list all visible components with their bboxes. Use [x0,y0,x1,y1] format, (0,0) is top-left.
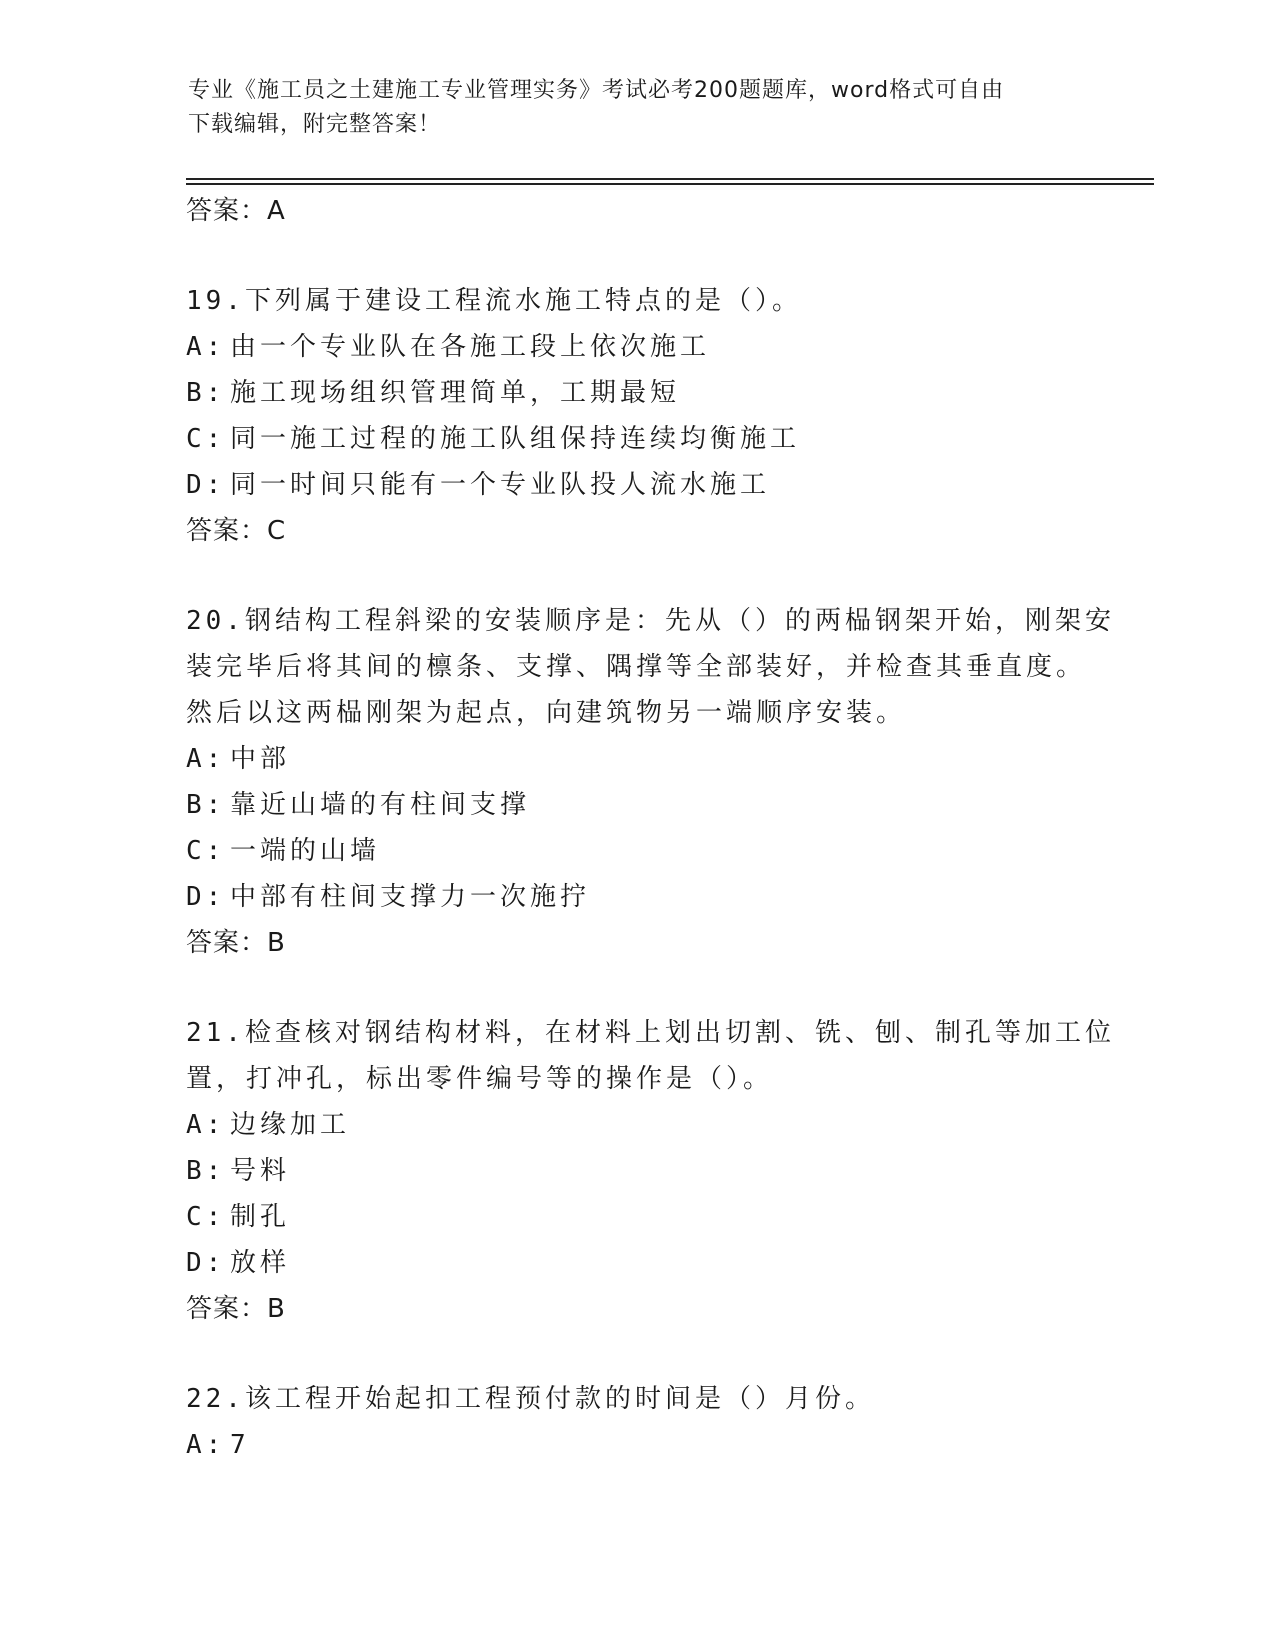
question-text: 装完毕后将其间的檩条、支撑、隅撑等全部装好，并检查其垂直度。 [186,652,1087,682]
question-text: 19.下列属于建设工程流水施工特点的是（）。 [186,286,802,316]
question-block [186,278,1086,554]
option-d: D: 放样 [186,1248,291,1278]
header-rule-bottom [186,183,1154,185]
header-line-1: 专业《施工员之土建施工专业管理实务》考试必考200题题库，word格式可自由 [188,78,1005,103]
header-rule-top [186,178,1154,180]
option-a: A: 7 [186,1430,250,1460]
answer-line: 答案：B [186,928,286,958]
answer-line: 答案：B [186,1294,286,1324]
option-d: D: 同一时间只能有一个专业队投人流水施工 [186,470,771,500]
option-a: A: 由一个专业队在各施工段上依次施工 [186,332,711,362]
option-a: A: 中部 [186,744,291,774]
option-d: D: 中部有柱间支撑力一次施拧 [186,882,591,912]
option-a: A: 边缘加工 [186,1110,351,1140]
option-b: B: 靠近山墙的有柱间支撑 [186,790,531,820]
answer-line: 答案：C [186,516,287,546]
question-list [186,188,1115,1468]
option-b: B: 号料 [186,1156,291,1186]
question-text: 22.该工程开始起扣工程预付款的时间是（）月份。 [186,1384,875,1414]
answer-line: 答案：A [186,196,286,226]
question-text: 21.检查核对钢结构材料，在材料上划出切割、铣、刨、制孔等加工位 [186,1018,1115,1048]
question-block [186,1010,1115,1332]
document-header [188,74,1088,142]
header-line-2: 下载编辑，附完整答案！ [188,112,442,137]
question-text: 20.钢结构工程斜梁的安装顺序是：先从（）的两榀钢架开始，刚架安 [186,606,1115,636]
option-c: C: 一端的山墙 [186,836,381,866]
question-block [186,598,1115,966]
question-text: 置，打冲孔，标出零件编号等的操作是（）。 [186,1064,774,1094]
question-text: 然后以这两榀刚架为起点，向建筑物另一端顺序安装。 [186,698,907,728]
option-c: C: 制孔 [186,1202,291,1232]
question-block [186,1376,1086,1468]
option-c: C: 同一施工过程的施工队组保持连续均衡施工 [186,424,801,454]
option-b: B: 施工现场组织管理简单，工期最短 [186,378,681,408]
